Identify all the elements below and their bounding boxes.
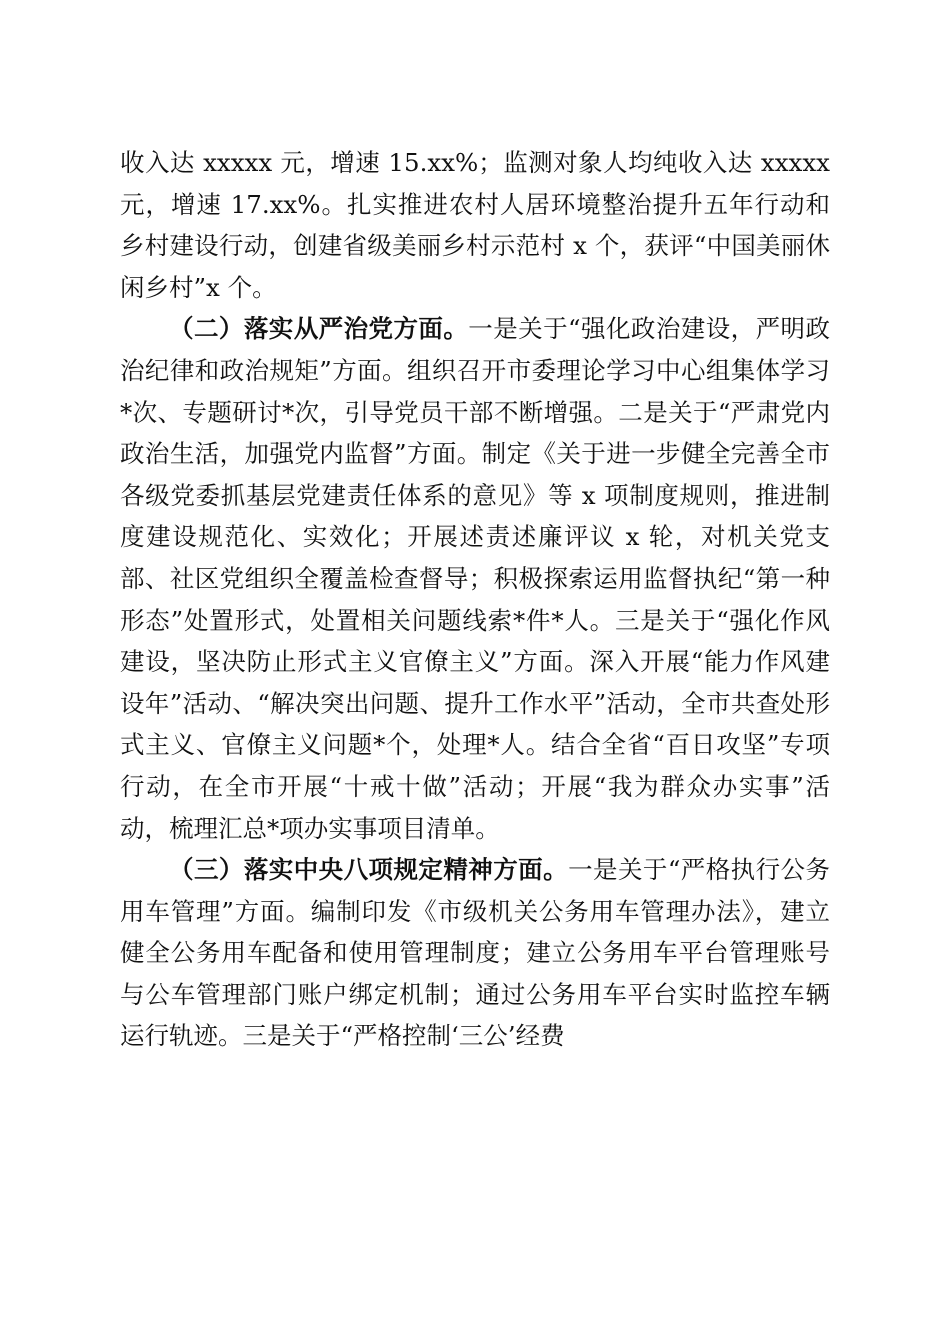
section-heading-3: （三）落实中央八项规定精神方面。	[169, 855, 569, 885]
paragraph-eight-regulations	[120, 849, 830, 1057]
section-heading-2: （二）落实从严治党方面。	[169, 314, 469, 344]
document-page	[120, 142, 830, 1057]
paragraph-income-text: 收入达 xxxxx 元，增速 15.xx%；监测对象人均纯收入达 xxxxx 元，增速 17.xx%。扎实推进农村人居环境整治提升五年行动和乡村建设行动，创建省级美丽乡村示范村 x 个，获评“中国美丽休闲乡村”x 个。	[120, 148, 830, 302]
paragraph-income	[120, 142, 830, 308]
paragraph-party-governance	[120, 308, 830, 849]
paragraph-eight-regulations-text: 一是关于“严格执行公务用车管理”方面。编制印发《市级机关公务用车管理办法》，建立健全公务用车配备和使用管理制度；建立公务用车平台管理账号与公车管理部门账户绑定机制；通过公务用车平台实时监控车辆运行轨迹。三是关于“严格控制‘三公’经费	[120, 855, 830, 1051]
paragraph-party-governance-text: 一是关于“强化政治建设，严明政治纪律和政治规矩”方面。组织召开市委理论学习中心组集体学习*次、专题研讨*次，引导党员干部不断增强。二是关于“严肃党内政治生活，加强党内监督”方面。制定《关于进一步健全完善全市各级党委抓基层党建责任体系的意见》等 x 项制度规则，推进制度建设规范化、实效化；开展述责述廉评议 x 轮，对机关党支部、社区党组织全覆盖检查督导；积极探索运用监督执纪“第一种形态”处置形式，处置相关问题线索*件*人。三是关于“强化作风建设，坚决防止形式主义官僚主义”方面。深入开展“能力作风建设年”活动、“解决突出问题、提升工作水平”活动，全市共查处形式主义、官僚主义问题*个，处理*人。结合全省“百日攻坚”专项行动，在全市开展“十戒十做”活动；开展“我为群众办实事”活动，梳理汇总*项办实事项目清单。	[120, 314, 830, 843]
